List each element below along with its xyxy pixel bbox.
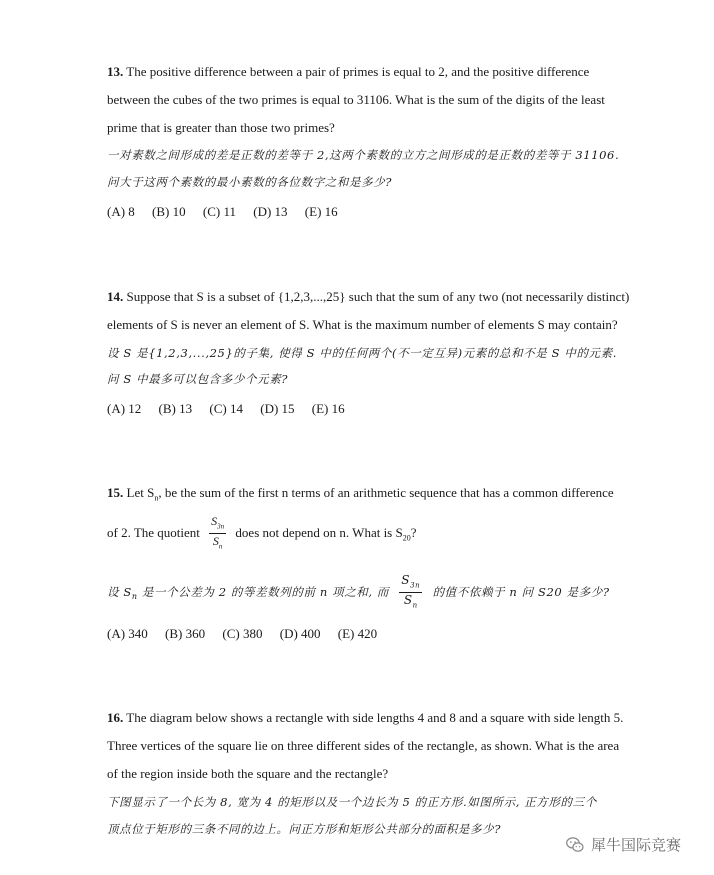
q14-choice-c: (C) 14 bbox=[209, 401, 243, 416]
q16-text-3: of the region inside both the square and the rectangle? bbox=[107, 766, 389, 781]
q15-text-2a: of 2. The quotient bbox=[107, 524, 200, 540]
q14-text-1: Suppose that S is a subset of {1,2,3,...,25} such that the sum of any two (not necessarily distinct) bbox=[123, 289, 630, 304]
q16-line-1 bbox=[107, 710, 623, 726]
q15-frac-denominator: $S_n$ bbox=[212, 534, 223, 551]
q13-line-1 bbox=[107, 64, 589, 80]
q15-text-1b: , be the sum of the first n terms of an arithmetic sequence that has a common difference bbox=[158, 485, 614, 500]
q14-zh-1: 设 S 是{1,2,3,...,25}的子集, 使得 S 中的任何两个(不一定互异)元素的总和不是 S 中的元素. bbox=[107, 346, 618, 360]
q14-choice-d: (D) 15 bbox=[260, 401, 295, 416]
q14-text-2: elements of S is never an element of S. What is the maximum number of elements S may contain? bbox=[107, 317, 618, 332]
q13-choice-d: (D) 13 bbox=[253, 204, 288, 219]
q13-text-1: The positive difference between a pair of primes is equal to 2, and the positive difference bbox=[123, 64, 590, 79]
q14-line-1 bbox=[107, 289, 629, 305]
q15-choice-b: (B) 360 bbox=[165, 626, 206, 641]
wechat-icon bbox=[565, 835, 585, 855]
q15-zh-fraction: $\frac{S_{3n}}{S_n}$ bbox=[401, 573, 421, 610]
q16-zh-1: 下图显示了一个长为 8, 宽为 4 的矩形以及一个边长为 5 的正方形.如图所示, 正方形的三个 bbox=[107, 795, 597, 809]
q15-number: 15. bbox=[107, 485, 124, 500]
q16-number: 16. bbox=[107, 710, 124, 725]
q15-sub-20: 20 bbox=[402, 533, 411, 543]
q15-zh-line: 设 $S_n$ 是一个公差为 2 的等差数列的前 n 项之和, 而 $\frac{S_{3n}}{S_n}$ 的值不依赖于 n 问 S20 是多少? bbox=[107, 573, 610, 614]
q13-zh-1: 一对素数之间形成的差是正数的差等于 2,这两个素数的立方之间形成的是正数的差等于 31106. bbox=[107, 148, 620, 162]
q15-text-2b: does not depend on n. What is S bbox=[235, 524, 403, 540]
q13-choice-a: (A) 8 bbox=[107, 204, 135, 219]
q15-line-1 bbox=[107, 485, 614, 507]
q15-sub-n: n bbox=[154, 493, 159, 503]
q16-text-2: Three vertices of the square lie on three different sides of the rectangle, as shown. What is the area bbox=[107, 738, 620, 753]
q15-fraction bbox=[209, 514, 226, 554]
q13-choice-b: (B) 10 bbox=[152, 204, 186, 219]
q14-choice-a: (A) 12 bbox=[107, 401, 142, 416]
q15-text-1a: Let S bbox=[123, 485, 155, 500]
q13-zh-2: 问大于这两个素数的最小素数的各位数字之和是多少? bbox=[107, 175, 393, 189]
q13-choice-e: (E) 16 bbox=[304, 204, 338, 219]
q15-frac-numerator: $S_{3n}$ bbox=[209, 514, 226, 534]
q15-choices bbox=[107, 626, 391, 642]
q15-choice-c: (C) 380 bbox=[222, 626, 263, 641]
q13-text-2: between the cubes of the two primes is equal to 31106. What is the sum of the digits of the least bbox=[107, 92, 605, 107]
q16-zh-2: 顶点位于矩形的三条不同的边上。问正方形和矩形公共部分的面积是多少? bbox=[107, 822, 501, 836]
q14-choices bbox=[107, 401, 359, 417]
q13-choice-c: (C) 11 bbox=[202, 204, 236, 219]
q13-number: 13. bbox=[107, 64, 124, 79]
q13-text-3: prime that is greater than those two primes? bbox=[107, 120, 335, 135]
q16-text-1: The diagram below shows a rectangle with side lengths 4 and 8 and a square with side length 5. bbox=[123, 710, 624, 725]
q14-zh-2: 问 S 中最多可以包含多少个元素? bbox=[107, 372, 289, 386]
q14-number: 14. bbox=[107, 289, 124, 304]
watermark-text: 犀牛国际竞赛 bbox=[591, 836, 682, 854]
q15-choice-e: (E) 420 bbox=[337, 626, 378, 641]
q14-choice-b: (B) 13 bbox=[158, 401, 193, 416]
q15-choice-d: (D) 400 bbox=[279, 626, 321, 641]
watermark bbox=[565, 834, 681, 855]
q15-choice-a: (A) 340 bbox=[107, 626, 148, 641]
q13-choices bbox=[107, 204, 352, 220]
q15-line-2: of 2. The quotient $\frac{S_{3n}}{S_n}$ does not depend on n. What is $S_{20}$? bbox=[107, 514, 417, 555]
q14-choice-e: (E) 16 bbox=[311, 401, 345, 416]
